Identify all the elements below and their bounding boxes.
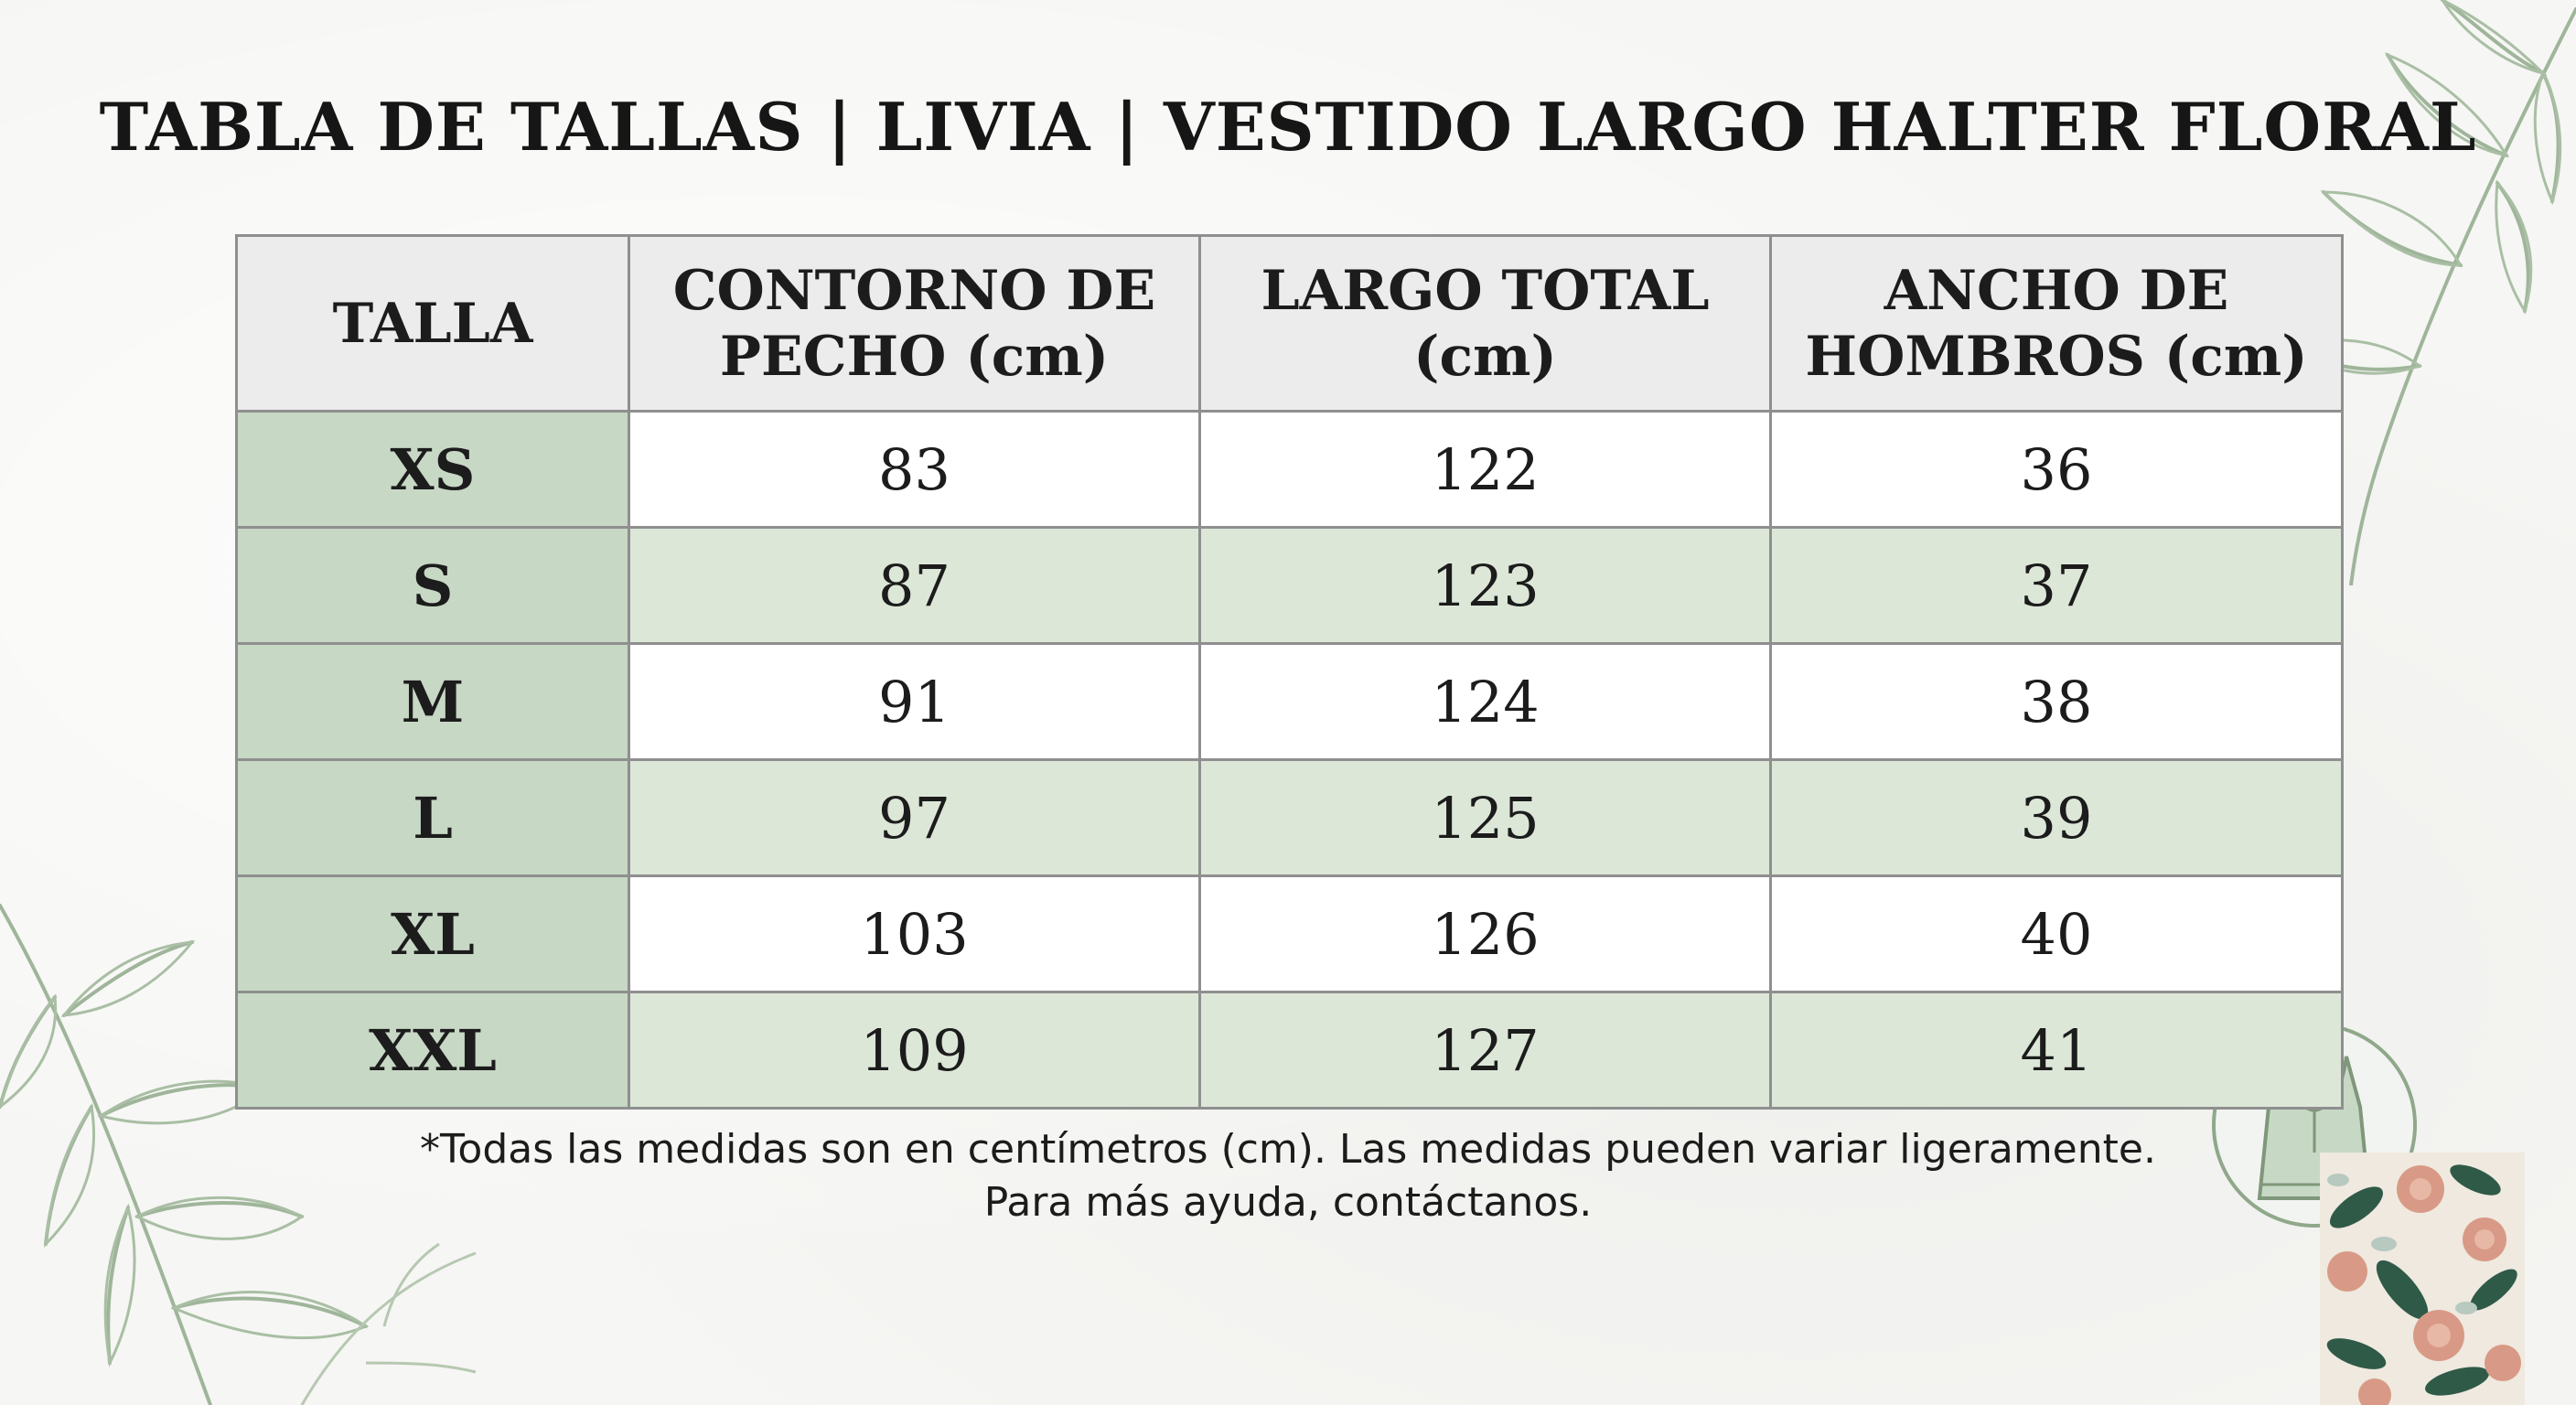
table-header-row [237, 236, 2343, 412]
header-shoulders-line2: HOMBROS (cm) [1805, 324, 2308, 389]
size-cell: XXL [237, 992, 629, 1109]
bust-cell: 87 [629, 528, 1200, 644]
shoulders-cell: 38 [1771, 644, 2343, 760]
length-cell: 124 [1200, 644, 1771, 760]
length-cell: 123 [1200, 528, 1771, 644]
header-size-label: TALLA [332, 291, 533, 356]
shoulders-cell: 37 [1771, 528, 2343, 644]
header-bust-line2: PECHO (cm) [719, 324, 1110, 389]
header-length-line2: (cm) [1413, 324, 1557, 389]
length-cell: 127 [1200, 992, 1771, 1109]
size-cell: XL [237, 876, 629, 992]
length-cell: 126 [1200, 876, 1771, 992]
shoulders-cell: 41 [1771, 992, 2343, 1109]
length-cell: 122 [1200, 412, 1771, 528]
table-row [237, 760, 2343, 876]
bust-cell: 97 [629, 760, 1200, 876]
header-length [1200, 236, 1771, 412]
bust-cell: 91 [629, 644, 1200, 760]
footnote-line2: Para más ayuda, contáctanos. [983, 1179, 1593, 1226]
table-row [237, 644, 2343, 760]
header-shoulders-line1: ANCHO DE [1884, 258, 2229, 323]
size-cell: M [237, 644, 629, 760]
table-row [237, 876, 2343, 992]
footnote-line1: *Todas las medidas son en centímetros (cm). Las medidas pueden variar ligeramente. [420, 1126, 2156, 1173]
footnote [0, 1123, 2576, 1229]
header-bust [629, 236, 1200, 412]
bust-cell: 83 [629, 412, 1200, 528]
table-row [237, 992, 2343, 1109]
size-chart-table [235, 234, 2344, 1110]
shoulders-cell: 36 [1771, 412, 2343, 528]
shoulders-cell: 40 [1771, 876, 2343, 992]
table-row [237, 528, 2343, 644]
header-size [237, 236, 629, 412]
page-title: TABLA DE TALLAS | LIVIA | VESTIDO LARGO HALTER FLORAL [99, 88, 2477, 166]
size-cell: L [237, 760, 629, 876]
header-shoulders [1771, 236, 2343, 412]
table-row [237, 412, 2343, 528]
bust-cell: 109 [629, 992, 1200, 1109]
shoulders-cell: 39 [1771, 760, 2343, 876]
size-cell: XS [237, 412, 629, 528]
header-length-line1: LARGO TOTAL [1261, 258, 1710, 323]
length-cell: 125 [1200, 760, 1771, 876]
size-cell: S [237, 528, 629, 644]
bust-cell: 103 [629, 876, 1200, 992]
header-bust-line1: CONTORNO DE [672, 258, 1156, 323]
